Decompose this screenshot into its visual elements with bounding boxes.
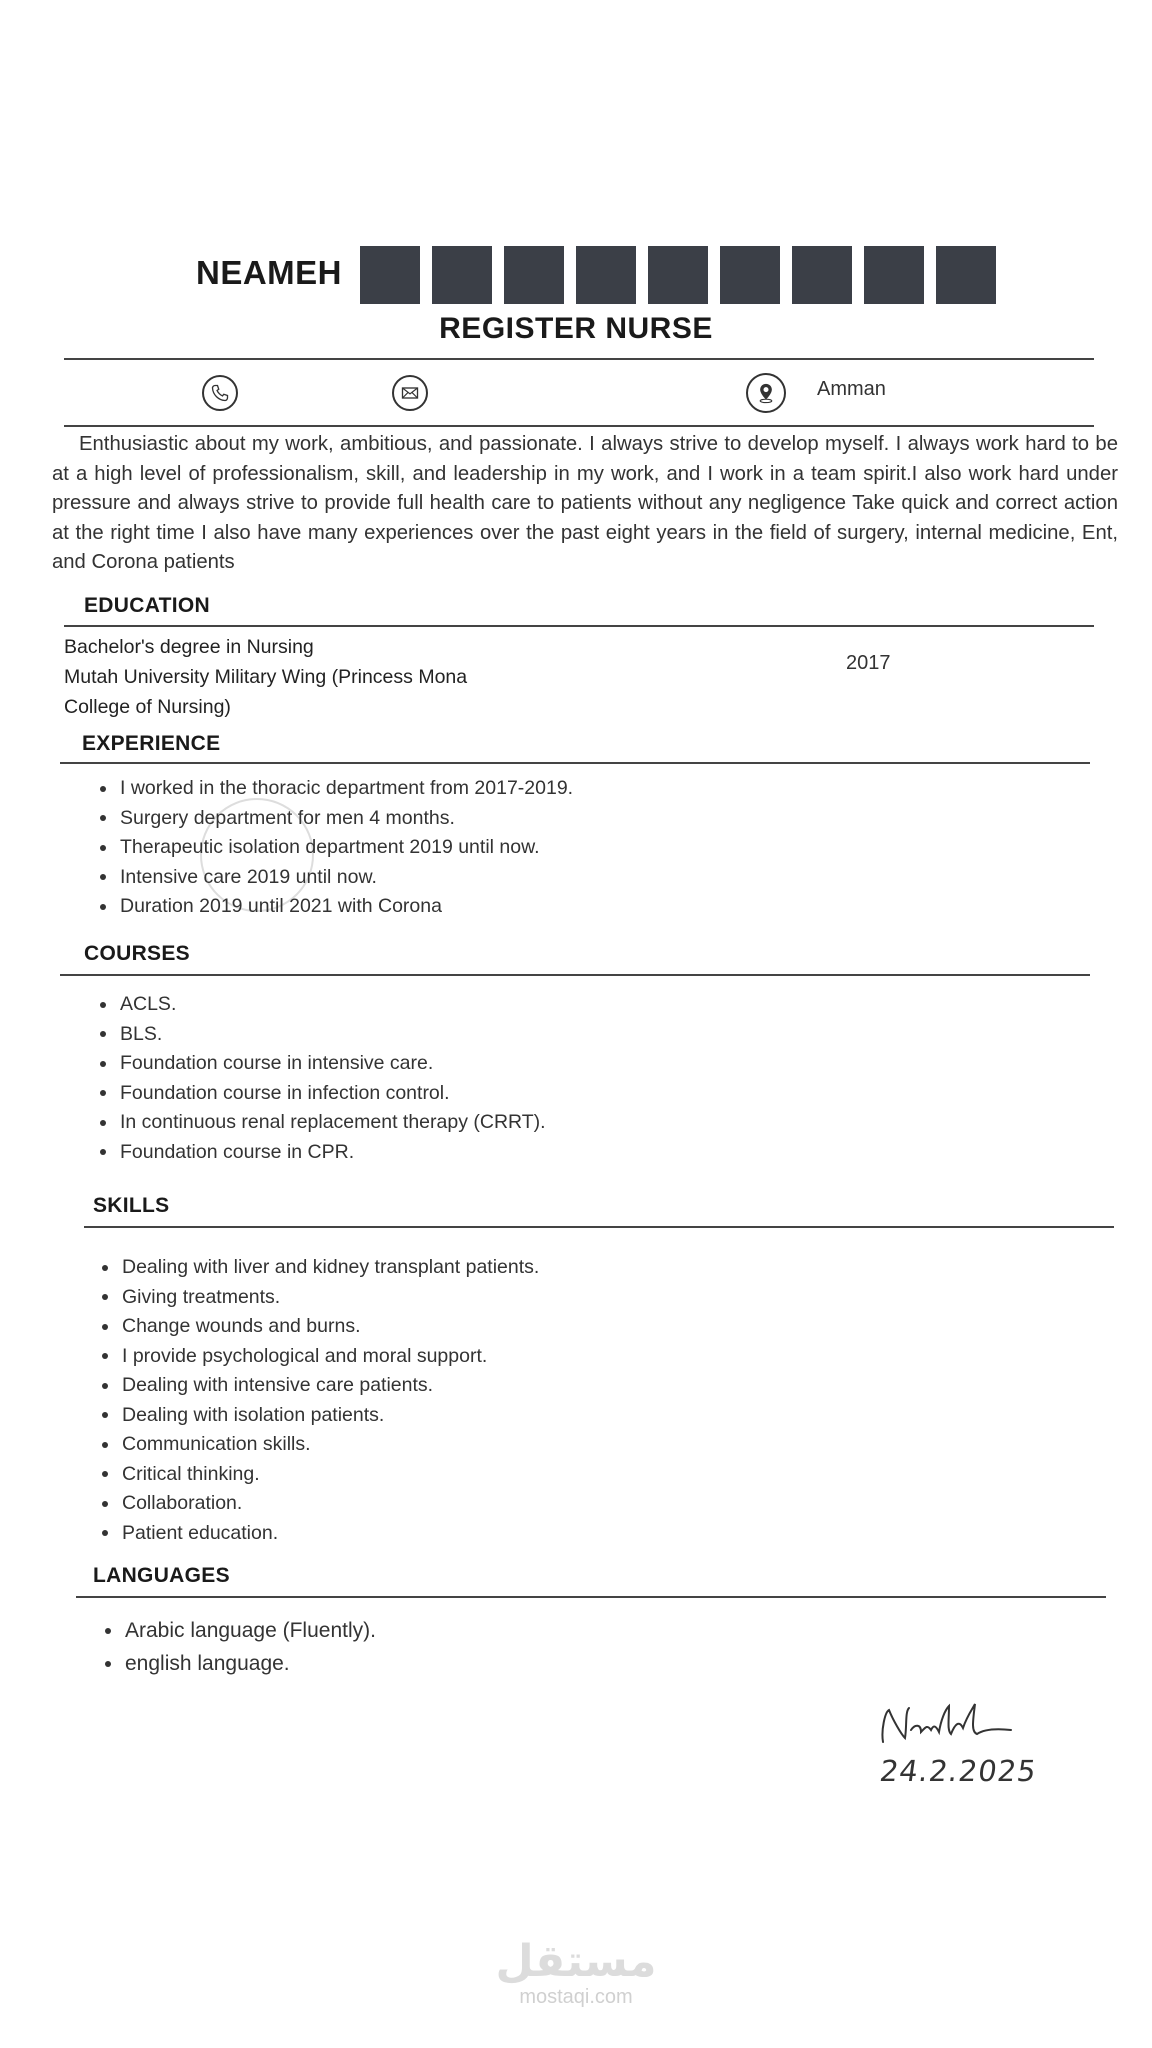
courses-divider	[60, 974, 1090, 976]
list-item: Dealing with liver and kidney transplant patients.	[100, 1253, 539, 1283]
redaction-block	[432, 246, 492, 304]
list-item: Critical thinking.	[100, 1460, 539, 1490]
languages-heading: LANGUAGES	[93, 1564, 230, 1587]
education-year: 2017	[846, 652, 891, 674]
education-school-line2: College of Nursing)	[64, 696, 231, 718]
contact-divider	[64, 425, 1094, 427]
skills-heading: SKILLS	[93, 1194, 170, 1217]
list-item: Surgery department for men 4 months.	[98, 804, 573, 834]
list-item: Communication skills.	[100, 1430, 539, 1460]
profile-summary: Enthusiastic about my work, ambitious, and passionate. I always strive to develop myself. I always work hard to be at a high level of professionalism, skill, and leadership in my work, and I work in a team spirit.I also work hard under pressure and always strive to provide full health care to patients without any negligence Take quick and correct action at the right time I also have many experiences over the past eight years in the field of surgery, internal medicine, Ent, and Corona patients	[52, 433, 1118, 573]
header-divider	[64, 358, 1094, 360]
watermark-arabic: مستقل	[495, 1937, 657, 1986]
list-item: ACLS.	[98, 990, 546, 1020]
redaction-block	[576, 246, 636, 304]
list-item: Dealing with isolation patients.	[100, 1401, 539, 1431]
list-item: Dealing with intensive care patients.	[100, 1371, 539, 1401]
courses-list	[98, 990, 546, 1167]
list-item: Foundation course in intensive care.	[98, 1049, 546, 1079]
skills-divider	[84, 1226, 1114, 1228]
list-item: Duration 2019 until 2021 with Corona	[98, 892, 573, 922]
redaction-block	[864, 246, 924, 304]
location-pin-icon	[746, 373, 786, 413]
courses-heading: COURSES	[84, 942, 190, 965]
list-item: Arabic language (Fluently).	[103, 1614, 376, 1647]
list-item: Foundation course in infection control.	[98, 1079, 546, 1109]
location-text: Amman	[817, 378, 886, 400]
experience-divider	[60, 762, 1090, 764]
experience-heading: EXPERIENCE	[82, 732, 221, 755]
experience-list	[98, 774, 573, 922]
list-item: Change wounds and burns.	[100, 1312, 539, 1342]
education-degree: Bachelor's degree in Nursing	[64, 636, 314, 658]
job-title: REGISTER NURSE	[439, 312, 713, 345]
list-item: Therapeutic isolation department 2019 until now.	[98, 833, 573, 863]
list-item: Collaboration.	[100, 1489, 539, 1519]
redaction-block	[504, 246, 564, 304]
education-heading: EDUCATION	[84, 594, 210, 617]
education-divider	[64, 625, 1094, 627]
languages-list	[103, 1614, 376, 1680]
list-item: english language.	[103, 1647, 376, 1680]
redaction-block	[360, 246, 420, 304]
redaction-block	[648, 246, 708, 304]
list-item: I provide psychological and moral support.	[100, 1342, 539, 1372]
skills-list	[100, 1253, 539, 1548]
redaction-block	[936, 246, 996, 304]
list-item: Intensive care 2019 until now.	[98, 863, 573, 893]
list-item: BLS.	[98, 1020, 546, 1050]
mail-icon	[392, 375, 428, 411]
education-school-line1: Mutah University Military Wing (Princess Mona	[64, 666, 468, 688]
redaction-block	[792, 246, 852, 304]
list-item: Patient education.	[100, 1519, 539, 1549]
phone-icon	[202, 375, 238, 411]
languages-divider	[76, 1596, 1106, 1598]
handwritten-signature	[875, 1690, 1025, 1750]
site-watermark	[0, 1938, 1152, 2008]
redaction-block	[720, 246, 780, 304]
signature-date: 24.2.2025	[877, 1754, 1039, 1788]
watermark-domain: mostaqi.com	[519, 1986, 633, 2008]
candidate-name: NEAMEH	[196, 254, 343, 291]
list-item: I worked in the thoracic department from 2017-2019.	[98, 774, 573, 804]
list-item: In continuous renal replacement therapy (CRRT).	[98, 1108, 546, 1138]
list-item: Foundation course in CPR.	[98, 1138, 546, 1168]
list-item: Giving treatments.	[100, 1283, 539, 1313]
